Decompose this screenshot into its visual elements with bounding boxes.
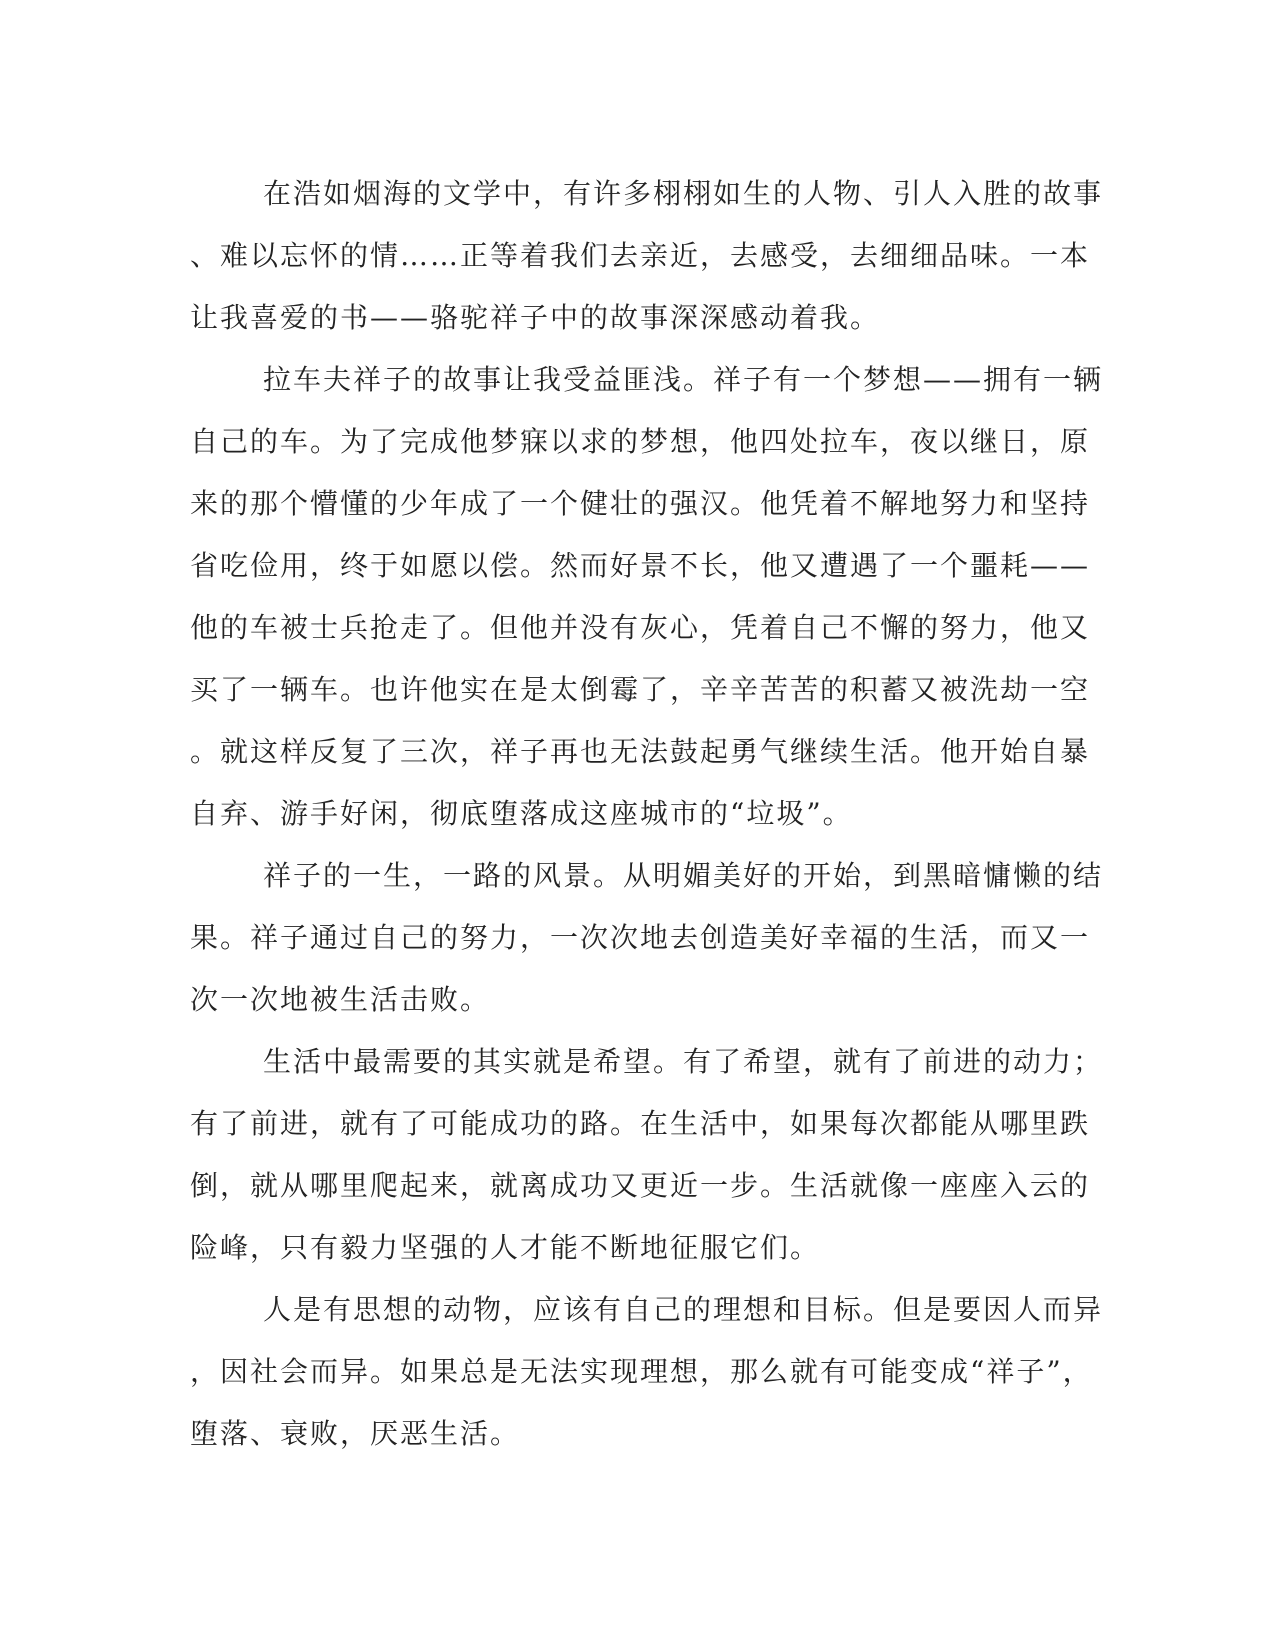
paragraph-4 bbox=[190, 1031, 1104, 1279]
text-line: 。就这样反复了三次，祥子再也无法鼓起勇气继续生活。他开始自暴 bbox=[190, 735, 1091, 768]
text-line: 自己的车。为了完成他梦寐以求的梦想，他四处拉车，夜以继日，原 bbox=[190, 425, 1091, 458]
text-line: 生活中最需要的其实就是希望。有了希望，就有了前进的动力； bbox=[263, 1045, 1104, 1078]
essay-body bbox=[190, 163, 1104, 1465]
text-line: 买了一辆车。也许他实在是太倒霉了，辛辛苦苦的积蓄又被洗劫一空 bbox=[190, 673, 1091, 706]
text-line: 人是有思想的动物，应该有自己的理想和目标。但是要因人而异 bbox=[263, 1293, 1104, 1326]
text-line: 来的那个懵懂的少年成了一个健壮的强汉。他凭着不解地努力和坚持 bbox=[190, 487, 1091, 520]
text-line: 、难以忘怀的情……正等着我们去亲近，去感受，去细细品味。一本 bbox=[190, 239, 1091, 272]
text-line: 有了前进，就有了可能成功的路。在生活中，如果每次都能从哪里跌 bbox=[190, 1107, 1091, 1140]
text-line: 让我喜爱的书——骆驼祥子中的故事深深感动着我。 bbox=[190, 301, 881, 334]
text-line: 拉车夫祥子的故事让我受益匪浅。祥子有一个梦想——拥有一辆 bbox=[263, 363, 1104, 396]
paragraph-5 bbox=[190, 1279, 1104, 1465]
text-line: 倒，就从哪里爬起来，就离成功又更近一步。生活就像一座座入云的 bbox=[190, 1169, 1091, 1202]
text-line: 果。祥子通过自己的努力，一次次地去创造美好幸福的生活，而又一 bbox=[190, 921, 1091, 954]
text-line: 省吃俭用，终于如愿以偿。然而好景不长，他又遭遇了一个噩耗—— bbox=[190, 549, 1091, 582]
text-line: 险峰，只有毅力坚强的人才能不断地征服它们。 bbox=[190, 1231, 821, 1264]
text-line: 次一次地被生活击败。 bbox=[190, 983, 491, 1016]
paragraph-3 bbox=[190, 845, 1104, 1031]
text-line: 自弃、游手好闲，彻底堕落成这座城市的“垃圾”。 bbox=[190, 797, 853, 830]
paragraph-2 bbox=[190, 349, 1104, 845]
paragraph-1 bbox=[190, 163, 1104, 349]
text-line: 在浩如烟海的文学中，有许多栩栩如生的人物、引人入胜的故事 bbox=[263, 177, 1104, 210]
text-line: ，因社会而异。如果总是无法实现理想，那么就有可能变成“祥子”， bbox=[190, 1355, 1093, 1388]
text-line: 他的车被士兵抢走了。但他并没有灰心，凭着自己不懈的努力，他又 bbox=[190, 611, 1091, 644]
text-line: 祥子的一生，一路的风景。从明媚美好的开始，到黑暗慵懒的结 bbox=[263, 859, 1104, 892]
text-line: 堕落、衰败，厌恶生活。 bbox=[190, 1417, 521, 1450]
